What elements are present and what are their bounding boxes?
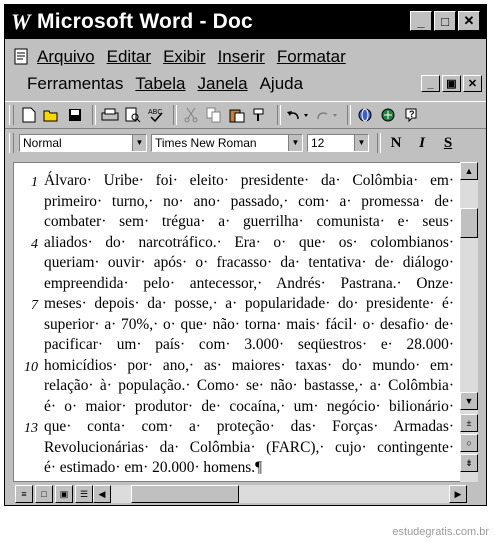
toolbar-separator <box>92 105 96 125</box>
style-value: Normal <box>23 136 62 150</box>
format-painter-icon[interactable] <box>250 105 270 125</box>
redo-icon[interactable] <box>314 105 340 125</box>
menu-editar[interactable]: Editar <box>106 47 152 66</box>
new-document-icon[interactable] <box>19 105 39 125</box>
copy-icon[interactable] <box>204 105 224 125</box>
line-number: 4 <box>31 236 38 252</box>
line-text: empreendida· pelo· antecessor,· Andrés· Pastrana.· Onze· <box>44 274 454 292</box>
toolbar-separator <box>173 105 177 125</box>
doc-restore-button[interactable]: ▣ <box>442 75 461 92</box>
font-size-select[interactable] <box>307 134 369 152</box>
undo-icon[interactable] <box>285 105 311 125</box>
document-line[interactable] <box>14 458 460 479</box>
style-select[interactable] <box>19 134 147 152</box>
bold-button[interactable]: N <box>390 134 402 151</box>
cut-icon[interactable] <box>181 105 201 125</box>
horizontal-scroll-area <box>13 484 478 504</box>
toolbar-grip[interactable] <box>9 105 14 125</box>
web-layout-view-button[interactable]: □ <box>35 485 53 503</box>
next-page-button[interactable]: ⇟ <box>460 454 478 472</box>
menu-ferramentas[interactable]: Ferramentas <box>27 74 124 93</box>
toolbar-separator <box>277 105 281 125</box>
help-icon[interactable] <box>401 105 421 125</box>
line-text: é· o· maior· produtor· de· cocaína,· um· negócio· bilionário· <box>44 397 454 415</box>
line-text: é· estimado· em· 20.000· homens.¶ <box>44 459 263 476</box>
watermark: estudegratis.com.br <box>392 526 489 538</box>
scroll-up-button[interactable]: ▲ <box>460 162 478 180</box>
line-text: superior· a· 70%,· o· que· não· torna· mais· fácil· o· desafio· de· <box>44 315 454 333</box>
line-text: que· conta· com· a· proteção· das· Forças· Armadas· <box>44 418 454 435</box>
scroll-left-button[interactable]: ◀ <box>93 485 111 503</box>
document-line[interactable] <box>14 335 460 356</box>
toolbar-separator <box>377 133 381 153</box>
menu-row-2 <box>27 71 315 97</box>
doc-close-button[interactable]: ✕ <box>463 75 482 92</box>
document-line[interactable] <box>14 253 460 274</box>
maximize-button[interactable]: □ <box>434 11 456 31</box>
web-toolbar-icon[interactable] <box>378 105 398 125</box>
line-text: aliados· do· narcotráfico.· Era· o· que· os· colombianos· <box>44 233 454 251</box>
line-text: homicídios· por· ano,· as· maiores· taxas· do· mundo· em· <box>44 356 454 374</box>
line-number: 13 <box>24 421 38 436</box>
document-line[interactable] <box>14 376 460 397</box>
line-text: meses· depois· da· posse,· a· popularidade· do· presidente· é· <box>44 295 454 312</box>
document-line[interactable] <box>14 315 460 336</box>
line-text: relação· à· população.· Como· se· não· bastasse,· a· Colômbia· <box>44 377 454 394</box>
document-line[interactable] <box>14 274 460 295</box>
chevron-down-icon[interactable]: ▼ <box>288 135 302 151</box>
select-browse-object-button[interactable]: ○ <box>460 434 478 452</box>
formatting-toolbar <box>5 129 486 157</box>
title-bar[interactable] <box>5 5 486 39</box>
scroll-right-button[interactable]: ▶ <box>449 485 467 503</box>
outline-view-button[interactable]: ☰ <box>75 485 93 503</box>
line-text: pacificar· um· país· com· 3.000· seqüestros· e· 28.000· <box>44 336 454 353</box>
window-title: Microsoft Word - Doc <box>37 10 253 33</box>
scroll-down-button[interactable]: ▼ <box>460 392 478 410</box>
line-text: Álvaro· Uribe· foi· eleito· presidente· da· Colômbia· em· <box>44 172 454 189</box>
document-line[interactable] <box>14 171 460 192</box>
underline-button[interactable]: S <box>443 134 453 151</box>
minimize-button[interactable]: _ <box>410 11 432 31</box>
svg-text:?: ? <box>409 109 415 119</box>
document-line[interactable] <box>14 192 460 213</box>
menu-janela[interactable]: Janela <box>197 74 248 93</box>
toolbar-grip[interactable] <box>9 133 14 153</box>
menu-ajuda[interactable]: Ajuda <box>259 74 304 93</box>
font-value: Times New Roman <box>155 136 257 150</box>
document-line[interactable] <box>14 233 460 254</box>
spelling-icon[interactable] <box>146 105 166 125</box>
menu-row-1 <box>5 44 358 70</box>
line-text: queriam· ouvir· após· o· fracasso· da· tentativa· de· diálogo· <box>44 254 454 271</box>
document-icon[interactable] <box>13 48 31 66</box>
line-text: Revolucionárias· da· Colômbia· (FARC),· cujo· contingente· <box>44 438 454 456</box>
document-line[interactable] <box>14 397 460 418</box>
vertical-scrollbar[interactable] <box>460 162 478 482</box>
document-line[interactable] <box>14 417 460 438</box>
print-preview-icon[interactable] <box>123 105 143 125</box>
menu-arquivo[interactable]: Arquivo <box>37 47 95 66</box>
line-number: 7 <box>31 298 38 313</box>
paste-icon[interactable] <box>227 105 247 125</box>
document-line[interactable] <box>14 294 460 315</box>
document-line[interactable] <box>14 438 460 459</box>
chevron-down-icon[interactable]: ▼ <box>354 135 368 151</box>
menu-bar <box>5 39 486 101</box>
toolbar-separator <box>347 105 351 125</box>
normal-view-button[interactable]: ≡ <box>15 485 33 503</box>
line-text: primeiro· turno,· no· ano· passado,· com· a· promessa· de· <box>44 192 454 210</box>
document-line[interactable] <box>14 356 460 377</box>
font-size-value: 12 <box>311 136 325 150</box>
standard-toolbar <box>5 101 486 129</box>
line-text: combater· sem· trégua· a· guerrilha· comunista· e· seus· <box>44 213 454 230</box>
doc-minimize-button[interactable]: _ <box>421 75 440 92</box>
vertical-scroll-thumb[interactable] <box>460 208 478 238</box>
menu-exibir[interactable]: Exibir <box>163 47 206 66</box>
document-line[interactable] <box>14 212 460 233</box>
line-number: 10 <box>24 359 38 375</box>
word-window <box>4 4 487 506</box>
hyperlink-icon[interactable] <box>355 105 375 125</box>
close-button[interactable]: ✕ <box>458 11 480 31</box>
horizontal-scroll-thumb[interactable] <box>131 485 239 503</box>
document-area[interactable] <box>13 162 460 482</box>
print-icon[interactable] <box>100 105 120 125</box>
italic-button[interactable]: I <box>419 134 425 151</box>
svg-text:ABC: ABC <box>148 109 163 116</box>
chevron-down-icon[interactable]: ▼ <box>132 135 146 151</box>
font-select[interactable] <box>151 134 303 152</box>
previous-page-button[interactable]: ± <box>460 414 478 432</box>
save-icon[interactable] <box>65 105 85 125</box>
print-layout-view-button[interactable]: ▣ <box>55 485 73 503</box>
line-number: 1 <box>31 175 38 190</box>
menu-formatar[interactable]: Formatar <box>276 47 346 66</box>
menu-tabela[interactable]: Tabela <box>135 74 186 93</box>
menu-inserir[interactable]: Inserir <box>217 47 265 66</box>
open-folder-icon[interactable] <box>42 105 62 125</box>
word-logo-icon: W <box>11 9 31 34</box>
